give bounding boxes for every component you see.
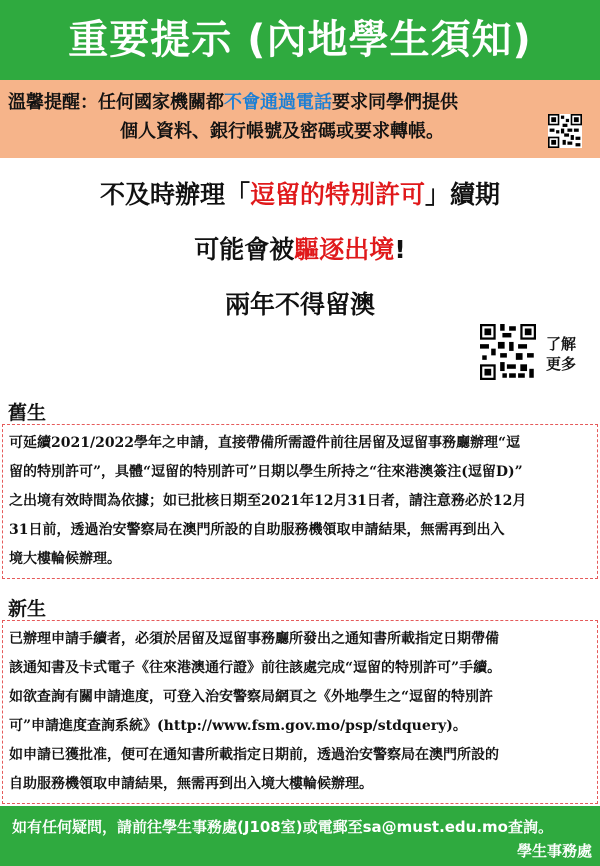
page-title: 重要提示 (內地學生須知) — [68, 17, 532, 63]
qr-learn-more-label — [546, 334, 576, 374]
new-students-title: 新生 — [8, 598, 47, 620]
old-students-title: 舊生 — [8, 402, 47, 424]
headline-1-post: 」續期 — [425, 180, 501, 209]
paragraph-line: 自助服務機領取申請結果，無需再到出入境大樓輪候辦理。 — [9, 776, 373, 792]
paragraph-line: 如欲查詢有關申請進度，可登入治安警察局網頁之《外地學生之“逗留的特別許 — [9, 689, 494, 705]
headline-2-pre: 可能會被 — [194, 235, 295, 264]
warning-banner — [0, 80, 600, 158]
paragraph-line: 留的特別許可”，具體“逗留的特別許可”日期以學生所持之“往來港澳簽注(逗留D)” — [9, 464, 523, 480]
page-footer — [0, 806, 600, 866]
headline-line-3: 兩年不得留澳 — [224, 290, 375, 319]
new-students-box — [2, 620, 598, 804]
paragraph-line: 已辦理申請手續者，必須於居留及逗留事務廳所發出之通知書所載指定日期帶備 — [9, 631, 499, 647]
headline-1-red: 逗留的特別許可 — [249, 180, 425, 209]
headline-1-pre: 不及時辦理「 — [99, 180, 250, 209]
qr-label-line-1: 了解 — [546, 335, 577, 353]
footer-office: 學生事務處 — [516, 842, 592, 860]
headline-line-1 — [0, 175, 600, 211]
headline-2-post: ! — [394, 235, 406, 264]
paragraph-line: 之出境有效時間為依據；如已批核日期至2021年12月31日者，請注意務必於12月 — [9, 493, 527, 509]
qr-code-icon[interactable] — [548, 114, 582, 148]
paragraph-line: 該通知書及卡式電子《往來港澳通行證》前往該處完成“逗留的特別許可”手續。 — [9, 660, 502, 676]
headline-line-2 — [0, 230, 600, 266]
warning-line-2: 個人資料、銀行帳號及密碼或要求轉帳。 — [120, 121, 444, 142]
headline-2-red: 驅逐出境 — [294, 235, 395, 264]
warning-highlight: 不會通過電話 — [224, 92, 332, 113]
footer-contact: 如有任何疑問，請前往學生事務處(J108室)或電郵至sa@must.edu.mo查詢。 — [12, 818, 553, 836]
warning-suffix: 要求同學們提供 — [332, 92, 458, 113]
warning-line-1 — [8, 88, 592, 117]
warning-prefix: 溫馨提醒：任何國家機關都 — [8, 92, 224, 113]
qr-label-line-2: 更多 — [546, 355, 577, 373]
old-students-box — [2, 424, 598, 579]
paragraph-line: 可”申請進度查詢系統》(http://www.fsm.gov.mo/psp/stdquery)。 — [9, 718, 467, 734]
paragraph-line: 可延續2021/2022學年之申請，直接帶備所需證件前往居留及逗留事務廳辦理“逗 — [9, 435, 521, 451]
paragraph-line: 如申請已獲批准，便可在通知書所載指定日期前，透過治安警察局在澳門所設的 — [9, 747, 499, 763]
qr-code-icon-large[interactable] — [480, 324, 536, 380]
paragraph-line: 境大樓輪候辦理。 — [9, 551, 121, 567]
paragraph-line: 31日前，透過治安警察局在澳門所設的自助服務機領取申請結果，無需再到出入 — [9, 522, 505, 538]
page-header — [0, 0, 600, 80]
